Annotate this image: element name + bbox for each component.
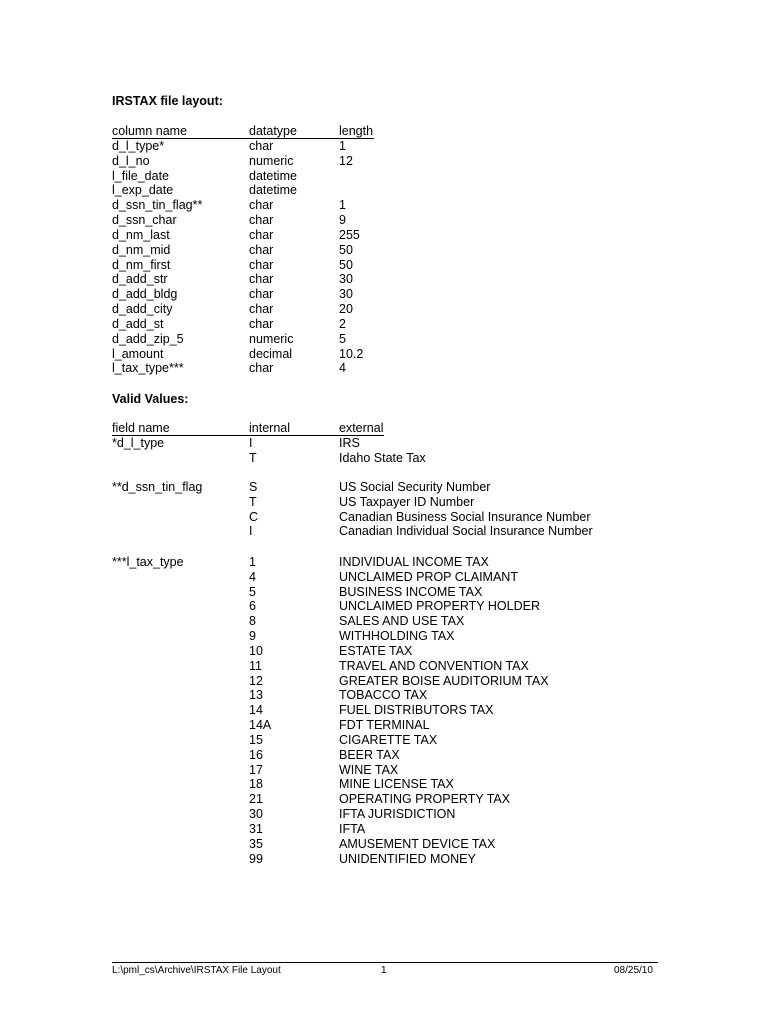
layout-row-column-name-cell: l_file_date: [112, 169, 169, 183]
layout-row-column-name-cell: d_ssn_tin_flag**: [112, 198, 203, 212]
layout-row-length-cell: 20: [339, 302, 353, 316]
layout-row-column-name-cell: d_l_no: [112, 154, 150, 168]
layout-row-datatype-cell: char: [249, 302, 274, 316]
layout-row-length-cell: 1: [339, 198, 346, 212]
layout-row-column-name-cell: l_tax_type***: [112, 361, 184, 375]
valid-external-value: Idaho State Tax: [339, 451, 426, 465]
layout-row-length-cell: 10.2: [339, 347, 364, 361]
valid-external-value: BEER TAX: [339, 748, 400, 762]
layout-row-length-cell: 1: [339, 139, 346, 153]
valid-external-value: TRAVEL AND CONVENTION TAX: [339, 659, 529, 673]
valid-internal-code: 13: [249, 688, 263, 702]
valid-external-value: UNIDENTIFIED MONEY: [339, 852, 476, 866]
valid-external-value: FDT TERMINAL: [339, 718, 430, 732]
valid-header-external: external: [339, 421, 384, 435]
layout-row-datatype-cell: char: [249, 198, 274, 212]
valid-external-value: US Social Security Number: [339, 480, 491, 494]
valid-internal-code: 16: [249, 748, 263, 762]
footer-page-number: 1: [381, 965, 387, 976]
valid-internal-code: 14A: [249, 718, 272, 732]
valid-external-value: UNCLAIMED PROPERTY HOLDER: [339, 599, 540, 613]
layout-row-datatype-cell: char: [249, 213, 274, 227]
valid-internal-code: 18: [249, 777, 263, 791]
layout-row-datatype-cell: numeric: [249, 332, 294, 346]
layout-row-length-cell: 50: [339, 243, 353, 257]
valid-internal-code: 15: [249, 733, 263, 747]
valid-internal-code: T: [249, 495, 257, 509]
valid-internal-code: C: [249, 510, 259, 524]
layout-row-column-name-cell: d_add_city: [112, 302, 173, 316]
valid-internal-code: 4: [249, 570, 256, 584]
layout-row-column-name-cell: d_nm_last: [112, 228, 170, 242]
valid-external-value: Canadian Individual Social Insurance Number: [339, 524, 593, 538]
layout-row-length-cell: 9: [339, 213, 346, 227]
layout-row-datatype-cell: char: [249, 287, 274, 301]
valid-internal-code: 1: [249, 555, 256, 569]
valid-external-value: US Taxpayer ID Number: [339, 495, 475, 509]
layout-row-datatype-cell: char: [249, 272, 274, 286]
valid-internal-code: I: [249, 436, 253, 450]
layout-row-column-name-cell: d_ssn_char: [112, 213, 177, 227]
valid-internal-code: 35: [249, 837, 263, 851]
valid-internal-code: 99: [249, 852, 263, 866]
valid-header-field-name: field name: [112, 421, 170, 435]
valid-internal-code: S: [249, 480, 258, 494]
valid-external-value: IFTA: [339, 822, 366, 836]
layout-row-column-name-cell: l_amount: [112, 347, 164, 361]
layout-row-datatype-cell: numeric: [249, 154, 294, 168]
valid-values-heading: Valid Values:: [112, 392, 189, 406]
valid-external-value: SALES AND USE TAX: [339, 614, 465, 628]
layout-row-length-cell: 30: [339, 272, 353, 286]
valid-internal-code: T: [249, 451, 257, 465]
valid-internal-code: 6: [249, 599, 256, 613]
valid-field-name: *d_l_type: [112, 436, 165, 450]
layout-row-datatype-cell: char: [249, 258, 274, 272]
layout-row-length-cell: 4: [339, 361, 346, 375]
valid-external-value: FUEL DISTRIBUTORS TAX: [339, 703, 494, 717]
valid-internal-code: 17: [249, 763, 263, 777]
layout-row-column-name-cell: d_add_zip_5: [112, 332, 184, 346]
valid-external-value: MINE LICENSE TAX: [339, 777, 454, 791]
layout-row-column-name-cell: d_add_str: [112, 272, 168, 286]
valid-internal-code: 10: [249, 644, 263, 658]
valid-field-name: ***l_tax_type: [112, 555, 184, 569]
layout-row-datatype-cell: datetime: [249, 169, 297, 183]
valid-external-value: Canadian Business Social Insurance Number: [339, 510, 591, 524]
layout-row-length-cell: 12: [339, 154, 353, 168]
layout-row-column-name-cell: d_add_bldg: [112, 287, 178, 301]
layout-header-datatype: datatype: [249, 124, 297, 138]
layout-row-datatype-cell: char: [249, 317, 274, 331]
layout-row-length-cell: 255: [339, 228, 360, 242]
valid-internal-code: 8: [249, 614, 256, 628]
valid-internal-code: 21: [249, 792, 263, 806]
layout-row-datatype-cell: char: [249, 361, 274, 375]
footer-file-path: L:\pml_cs\Archive\IRSTAX File Layout: [112, 965, 281, 976]
layout-row-datatype-cell: datetime: [249, 183, 297, 197]
layout-row-length-cell: 5: [339, 332, 346, 346]
layout-row-column-name-cell: d_nm_mid: [112, 243, 171, 257]
layout-row-length-cell: 30: [339, 287, 353, 301]
valid-field-name: **d_ssn_tin_flag: [112, 480, 203, 494]
valid-internal-code: 14: [249, 703, 263, 717]
layout-row-length-cell: 2: [339, 317, 346, 331]
valid-internal-code: 30: [249, 807, 263, 821]
valid-external-value: IFTA JURISDICTION: [339, 807, 456, 821]
valid-external-value: OPERATING PROPERTY TAX: [339, 792, 511, 806]
valid-internal-code: 11: [249, 659, 262, 673]
layout-row-datatype-cell: char: [249, 139, 274, 153]
layout-header-column-name: column name: [112, 124, 188, 138]
valid-internal-code: I: [249, 524, 253, 538]
valid-external-value: CIGARETTE TAX: [339, 733, 438, 747]
valid-external-value: ESTATE TAX: [339, 644, 413, 658]
footer-date: 08/25/10: [614, 965, 653, 976]
valid-internal-code: 12: [249, 674, 263, 688]
valid-external-value: UNCLAIMED PROP CLAIMANT: [339, 570, 518, 584]
valid-external-value: WITHHOLDING TAX: [339, 629, 455, 643]
valid-header-internal: internal: [249, 421, 290, 435]
valid-internal-code: 31: [249, 822, 263, 836]
valid-external-value: INDIVIDUAL INCOME TAX: [339, 555, 489, 569]
valid-internal-code: 5: [249, 585, 256, 599]
layout-row-length-cell: 50: [339, 258, 353, 272]
layout-row-column-name-cell: l_exp_date: [112, 183, 174, 197]
layout-row-datatype-cell: char: [249, 243, 274, 257]
valid-internal-code: 9: [249, 629, 256, 643]
valid-external-value: WINE TAX: [339, 763, 399, 777]
footer-rule: [112, 962, 658, 963]
valid-external-value: IRS: [339, 436, 360, 450]
valid-external-value: GREATER BOISE AUDITORIUM TAX: [339, 674, 549, 688]
layout-row-column-name-cell: d_add_st: [112, 317, 164, 331]
valid-external-value: AMUSEMENT DEVICE TAX: [339, 837, 496, 851]
valid-external-value: BUSINESS INCOME TAX: [339, 585, 483, 599]
layout-row-column-name-cell: d_nm_first: [112, 258, 171, 272]
layout-row-datatype-cell: decimal: [249, 347, 293, 361]
layout-row-datatype-cell: char: [249, 228, 274, 242]
document-title: IRSTAX file layout:: [112, 94, 223, 108]
layout-header-length: length: [339, 124, 374, 138]
layout-row-column-name-cell: d_l_type*: [112, 139, 165, 153]
valid-external-value: TOBACCO TAX: [339, 688, 428, 702]
